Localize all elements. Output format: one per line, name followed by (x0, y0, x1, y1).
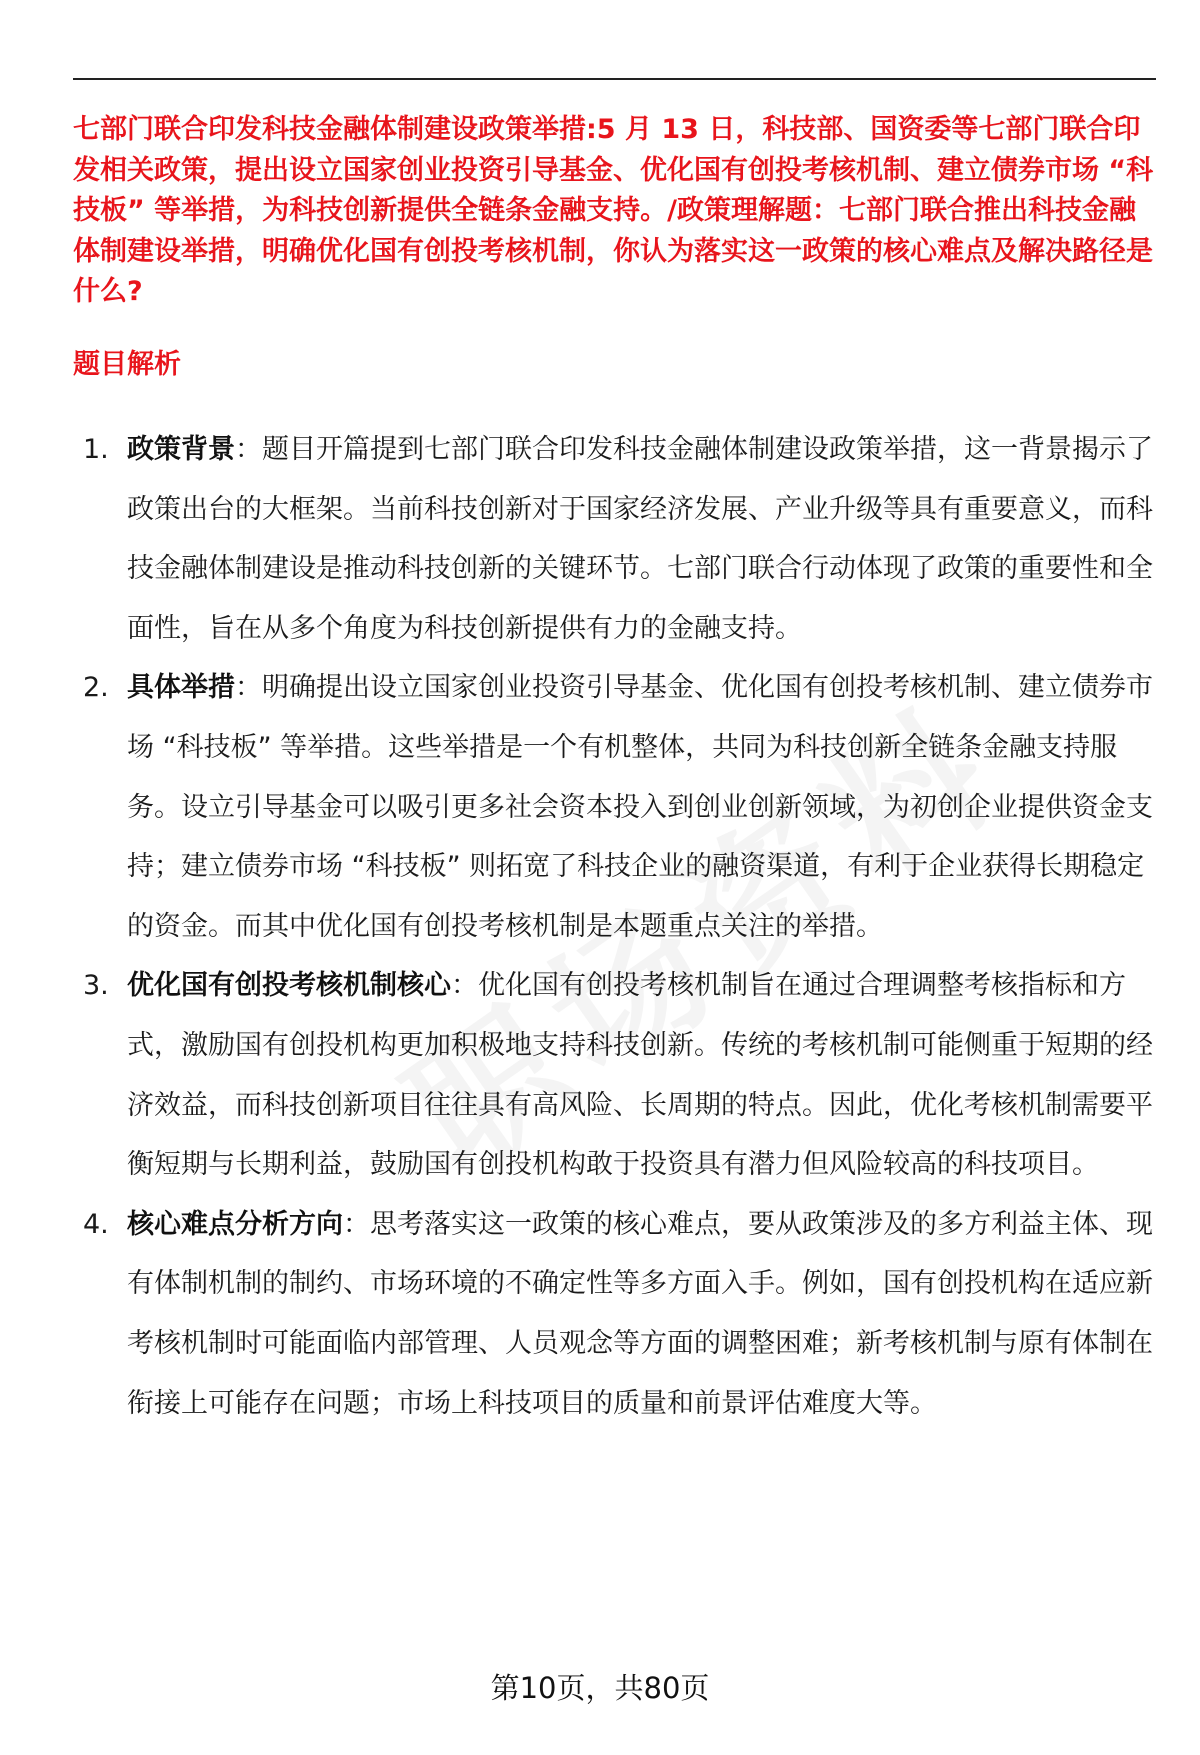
item-number: 3. (83, 970, 109, 1002)
item-body: ：优化国有创投考核机制旨在通过合理调整考核指标和方式，激励国有创投机构更加积极地支持科技创新。传统的考核机制可能侧重于短期的经济效益，而科技创新项目往往具有高风险、长周期的特点。因此，优化考核机制需要平衡短期与长期利益，鼓励国有创投机构敢于投资具有潜力但风险较高的科技项目。 (127, 970, 1153, 1181)
question-text: 七部门联合印发科技金融体制建设政策举措:5 月 13 日，科技部、国资委等七部门联合印发相关政策，提出设立国家创业投资引导基金、优化国有创投考核机制、建立债券市场 “科技板” 等举措，为科技创新提供全链条金融支持。/政策理解题：七部门联合推出科技金融体制建设举措，明确优化国有创投考核机制，你认为落实这一政策的核心难点及解决路径是什么? (73, 114, 1154, 307)
page-number: 第10页，共80页 (490, 1671, 710, 1705)
analysis-list (73, 420, 1156, 1433)
item-number: 4. (83, 1208, 109, 1240)
item-heading: 政策背景 (127, 434, 235, 465)
item-heading: 核心难点分析方向 (127, 1208, 343, 1240)
analysis-item-specific-measures (73, 658, 1156, 956)
item-number: 2. (83, 672, 109, 704)
analysis-item-difficulty-direction (73, 1195, 1156, 1433)
item-body: ：题目开篇提到七部门联合印发科技金融体制建设政策举措，这一背景揭示了政策出台的大框架。当前科技创新对于国家经济发展、产业升级等具有重要意义，而科技金融体制建设是推动科技创新的关键环节。七部门联合行动体现了政策的重要性和全面性，旨在从多个角度为科技创新提供有力的金融支持。 (127, 434, 1153, 644)
item-heading: 优化国有创投考核机制核心 (127, 970, 451, 1002)
item-heading: 具体举措 (127, 672, 235, 704)
analysis-item-policy-background (73, 420, 1156, 658)
item-number: 1. (83, 434, 109, 465)
header-divider (73, 78, 1156, 80)
analysis-item-assessment-core (73, 956, 1156, 1194)
item-body: ：思考落实这一政策的核心难点，要从政策涉及的多方利益主体、现有体制机制的制约、市场环境的不确定性等多方面入手。例如，国有创投机构在适应新考核机制时可能面临内部管理、人员观念等方面的调整困难；新考核机制与原有体制在衔接上可能存在问题；市场上科技项目的质量和前景评估难度大等。 (127, 1208, 1153, 1419)
item-body: ：明确提出设立国家创业投资引导基金、优化国有创投考核机制、建立债券市场 “科技板” 等举措。这些举措是一个有机整体，共同为科技创新全链条金融支持服务。设立引导基金可以吸引更多社会资本投入到创业创新领域，为初创企业提供资金支持；建立债券市场 “科技板” 则拓宽了科技企业的融资渠道，有利于企业获得长期稳定的资金。而其中优化国有创投考核机制是本题重点关注的举措。 (127, 672, 1153, 942)
section-title: 题目解析 (73, 349, 181, 380)
